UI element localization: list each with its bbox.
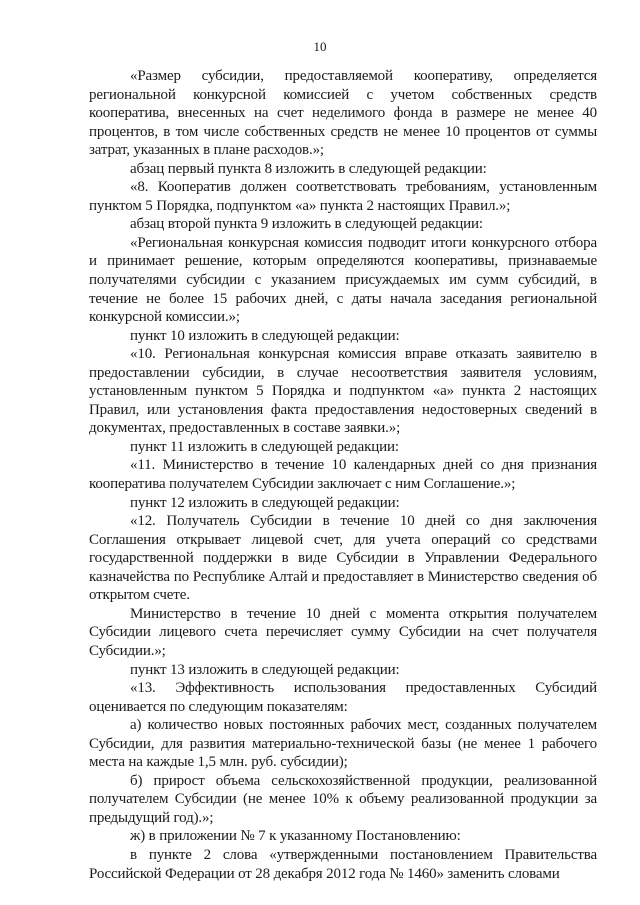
paragraph-item-2-replace: в пункте 2 слова «утвержденными постановлением Правительства Российской Федерации от 28 декабря 2012 года № 1460» заменить словами [89, 846, 597, 882]
paragraph-instruction-p10: пункт 10 изложить в следующей редакции: [130, 327, 400, 344]
document-body [89, 67, 597, 883]
paragraph-instruction-p8: абзац первый пункта 8 изложить в следующей редакции: [130, 160, 487, 177]
paragraph-item-13: «13. Эффективность использования предоставленных Субсидий оценивается по следующим показателям: [89, 680, 597, 715]
paragraph-commission-decision: «Региональная конкурсная комиссия подводит итоги конкурсного отбора и принимает решение, которым определяются кооперативы, признаваемые получателями субсидии с указанием присуждаемых им сумм субсидий, в течение не более 15 рабочих дней, с даты начала заседания региональной конкурсной комиссии.»; [89, 234, 597, 326]
paragraph-instruction-p9: абзац второй пункта 9 изложить в следующей редакции: [130, 216, 483, 233]
paragraph-indicator-a: а) количество новых постоянных рабочих мест, созданных получателем Субсидии, для развития материально-технической базы (не менее 1 рабочего места на каждые 1,5 млн. руб. субсидии); [89, 717, 597, 771]
paragraph-ministry-transfer: Министерство в течение 10 дней с момента открытия получателем Субсидии лицевого счета перечисляет сумму Субсидии на счет получателя Субсидии.»; [89, 605, 597, 659]
paragraph-subsidy-size: «Размер субсидии, предоставляемой кооперативу, определяется региональной конкурсной комиссией с учетом собственных средств кооператива, внесенных на счет неделимого фонда в размере не менее 40 процентов, в том числе собственных средств не менее 10 процентов от суммы затрат, указанных в плане расходов.»; [89, 68, 597, 159]
paragraph-appendix-7: ж) в приложении № 7 к указанному Постановлению: [130, 828, 461, 845]
paragraph-indicator-b: б) прирост объема сельскохозяйственной продукции, реализованной получателем Субсидии (не менее 10% к объему реализованной продукции за предыдущий год).»; [89, 772, 597, 826]
paragraph-instruction-p13: пункт 13 изложить в следующей редакции: [130, 661, 400, 678]
paragraph-instruction-p11: пункт 11 изложить в следующей редакции: [130, 438, 399, 455]
paragraph-item-10: «10. Региональная конкурсная комиссия вправе отказать заявителю в предоставлении субсидии, в случае несоответствия заявителя условиям, установленным пунктом 5 Порядка и подпунктом «а» пункта 2 настоящих Правил, или установления факта предоставления недостоверных сведений в документах, предоставленных в составе заявки.»; [89, 346, 597, 437]
paragraph-instruction-p12: пункт 12 изложить в следующей редакции: [130, 494, 400, 511]
paragraph-item-11: «11. Министерство в течение 10 календарных дней со дня признания кооператива получателем Субсидии заключает с ним Соглашение.»; [89, 457, 597, 493]
paragraph-item-8: «8. Кооператив должен соответствовать требованиям, установленным пунктом 5 Порядка, подпунктом «а» пункта 2 настоящих Правил.»; [89, 179, 597, 214]
paragraph-item-12: «12. Получатель Субсидии в течение 10 дней со дня заключения Соглашения открывает лицевой счет, для учета операций со средствами государственной поддержки в виде Субсидии в Управлении Федерального казначейства по Республике Алтай и предоставляет в Министерство сведения об открытом счете. [89, 513, 597, 604]
page-number: 10 [313, 39, 327, 54]
